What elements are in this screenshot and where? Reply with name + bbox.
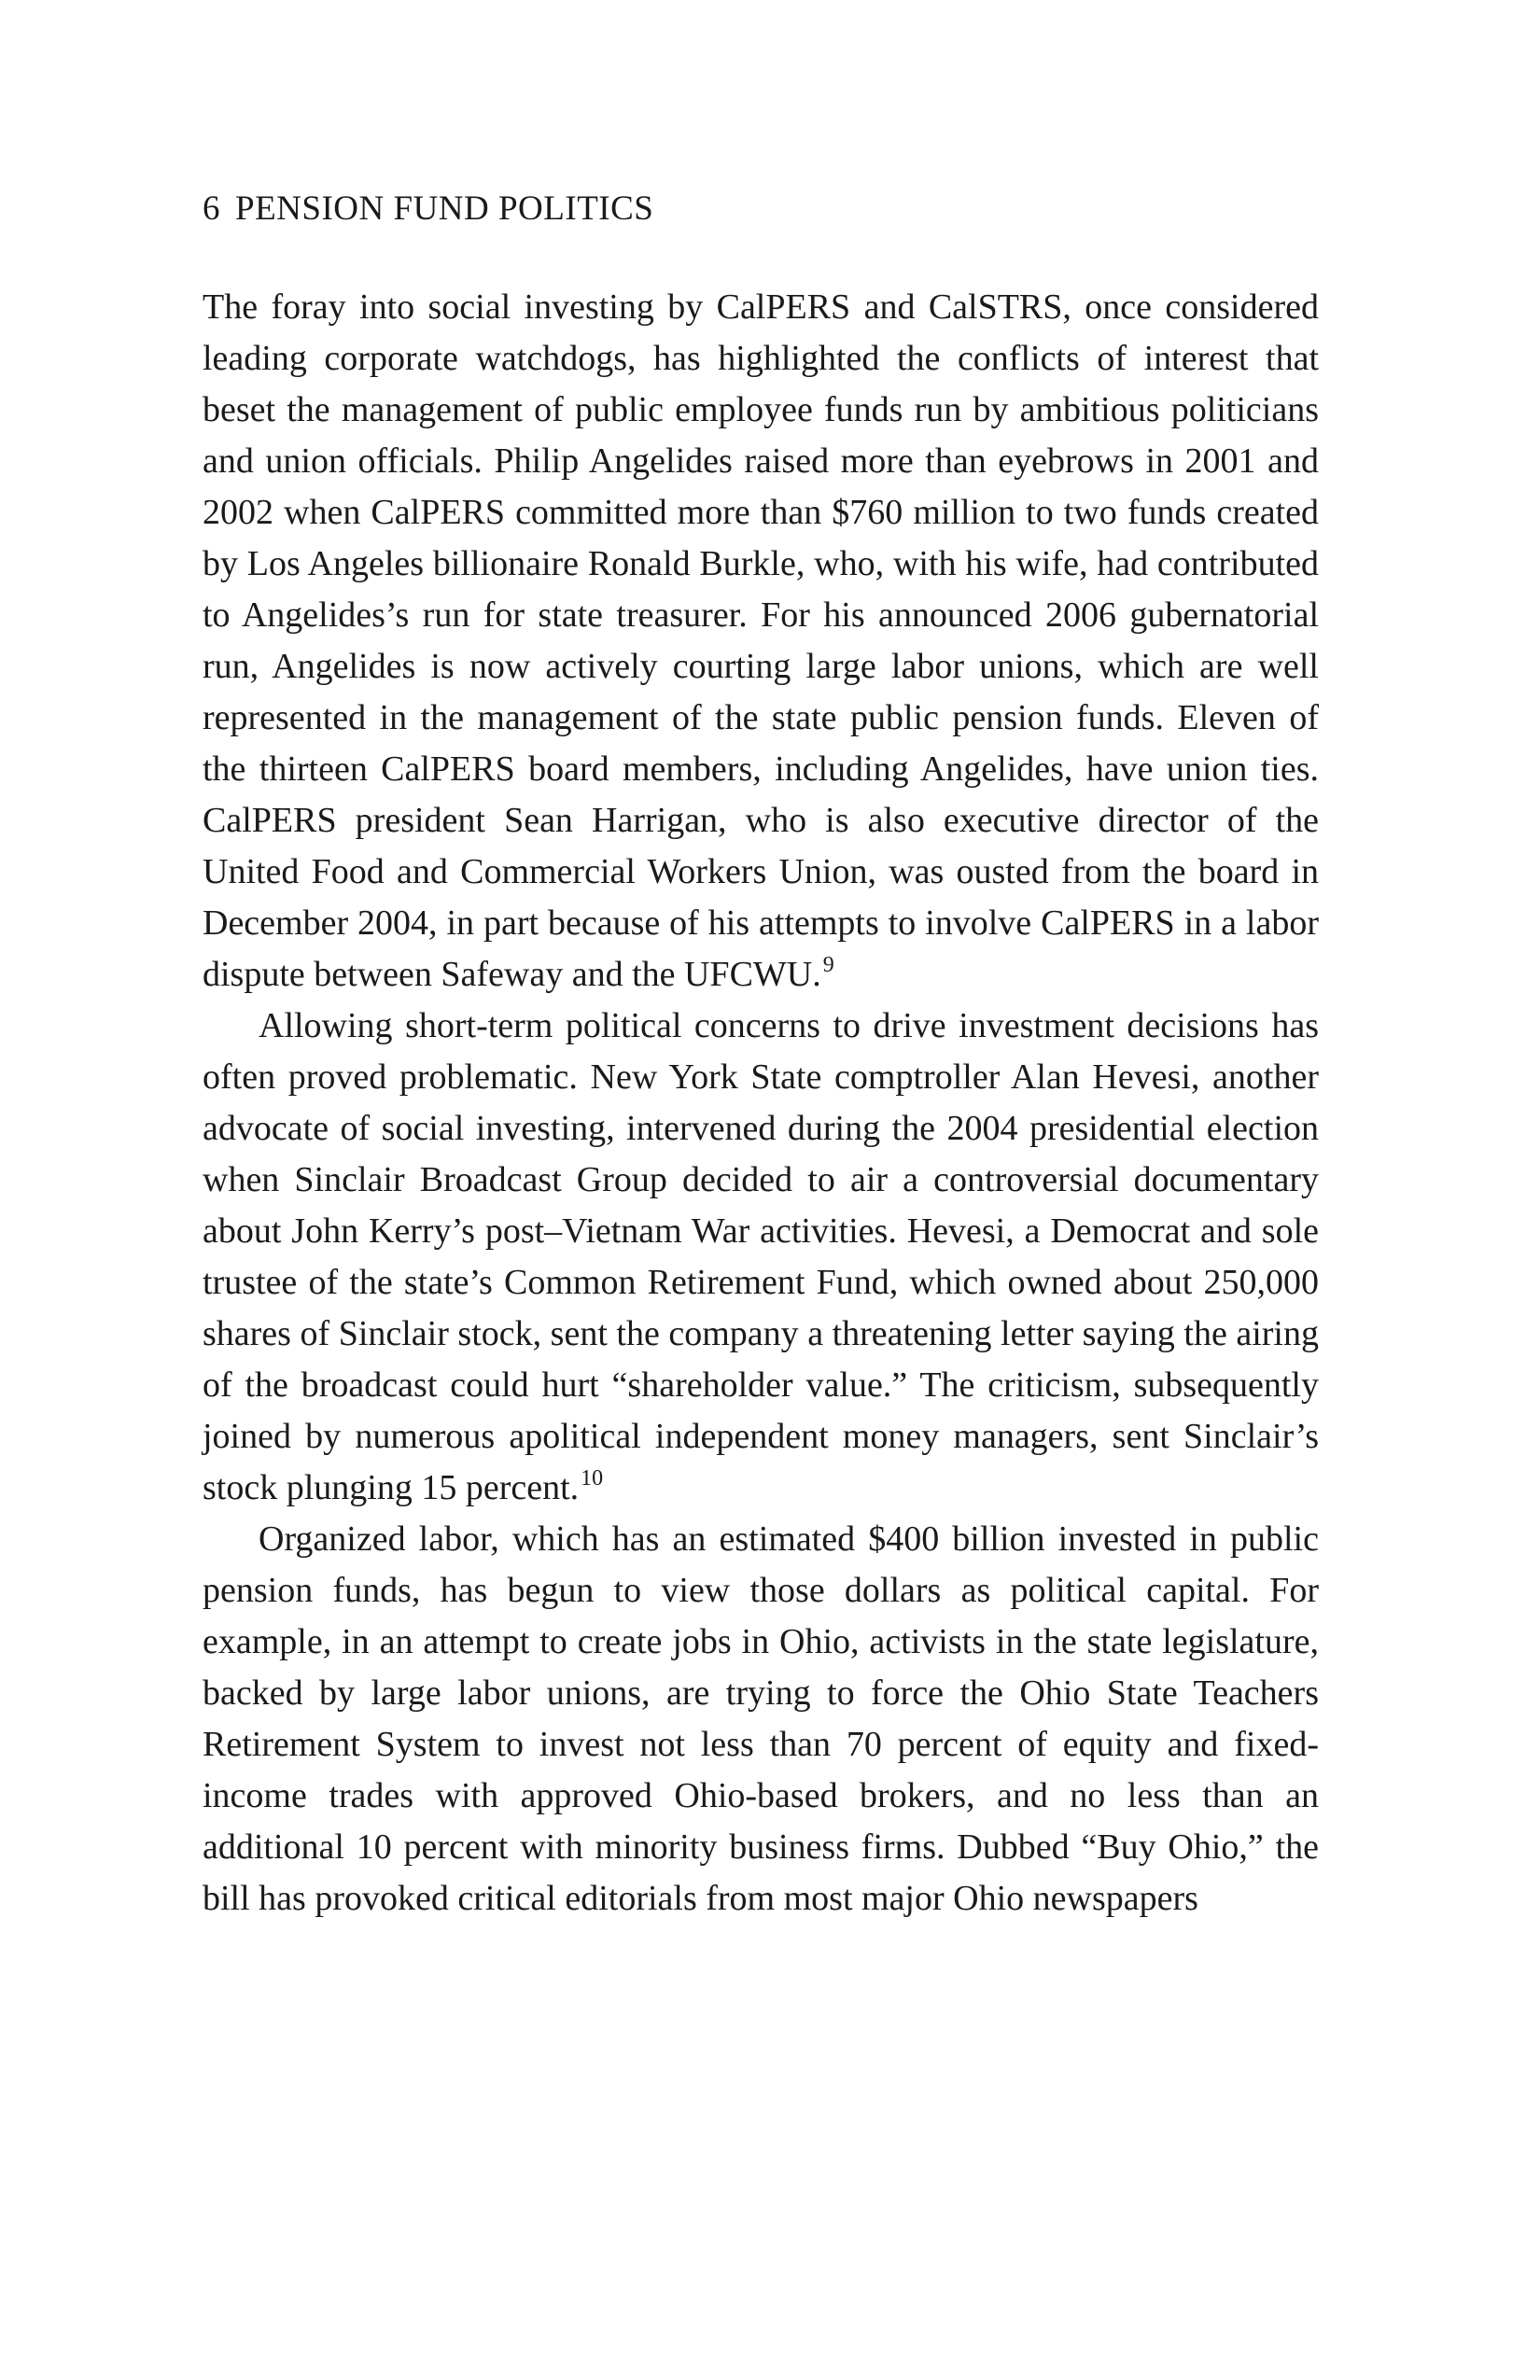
running-head — [203, 187, 653, 231]
paragraph-1 — [203, 282, 1319, 1001]
page-number: 6 — [203, 189, 220, 228]
paragraph-text: Allowing short-term political concerns to drive investment decisions has often proved problematic. New York State comptroller Alan Hevesi, another advocate of social investing, intervened during the 2004 presidential election when Sinclair Broadcast Group decided to air a controversial documentary about John Kerry’s post–Vietnam War activities. Hevesi, a Democrat and sole trustee of the state’s Common Retirement Fund, which owned about 250,000 shares of Sinclair stock, sent the company a threatening letter saying the airing of the broadcast could hurt “shareholder value.” The criticism, subsequently joined by numerous apolitical independent money managers, sent Sinclair’s stock plunging 15 percent. — [203, 1006, 1319, 1507]
paragraph-text: Organized labor, which has an estimated $400 billion invested in public pension funds, has begun to view those dollars as political capital. For example, in an attempt to create jobs in Ohio, activists in the state legislature, backed by large labor unions, are trying to force the Ohio State Teachers Retirement System to invest not less than 70 percent of equity and fixed-income trades with approved Ohio-based brokers, and no less than an additional 10 percent with minority business firms. Dubbed “Buy Ohio,” the bill has provoked critical editorials from most major Ohio newspapers — [203, 1519, 1319, 1918]
footnote-marker: 10 — [581, 1466, 604, 1491]
paragraph-text: The foray into social investing by CalPERS and CalSTRS, once considered leading corporate watchdogs, has highlighted the conflicts of interest that beset the management of public employee funds run by ambitious politicians and union officials. Philip Angelides raised more than eyebrows in 2001 and 2002 when CalPERS committed more than $760 million to two funds created by Los Angeles billionaire Ronald Burkle, who, with his wife, had contributed to Angelides’s run for state treasurer. For his announced 2006 gubernatorial run, Angelides is now actively courting large labor unions, which are well represented in the management of the state public pension funds. Eleven of the thirteen CalPERS board members, including Angelides, have union ties. CalPERS president Sean Harrigan, who is also executive director of the United Food and Commercial Workers Union, was ousted from the board in December 2004, in part because of his attempts to involve CalPERS in a labor dispute between Safeway and the UFCWU. — [203, 287, 1319, 994]
footnote-marker: 9 — [822, 953, 834, 978]
running-title: PENSION FUND POLITICS — [235, 189, 654, 228]
body-text — [203, 282, 1319, 1925]
paragraph-2 — [203, 1001, 1319, 1514]
paragraph-3 — [203, 1514, 1319, 1925]
